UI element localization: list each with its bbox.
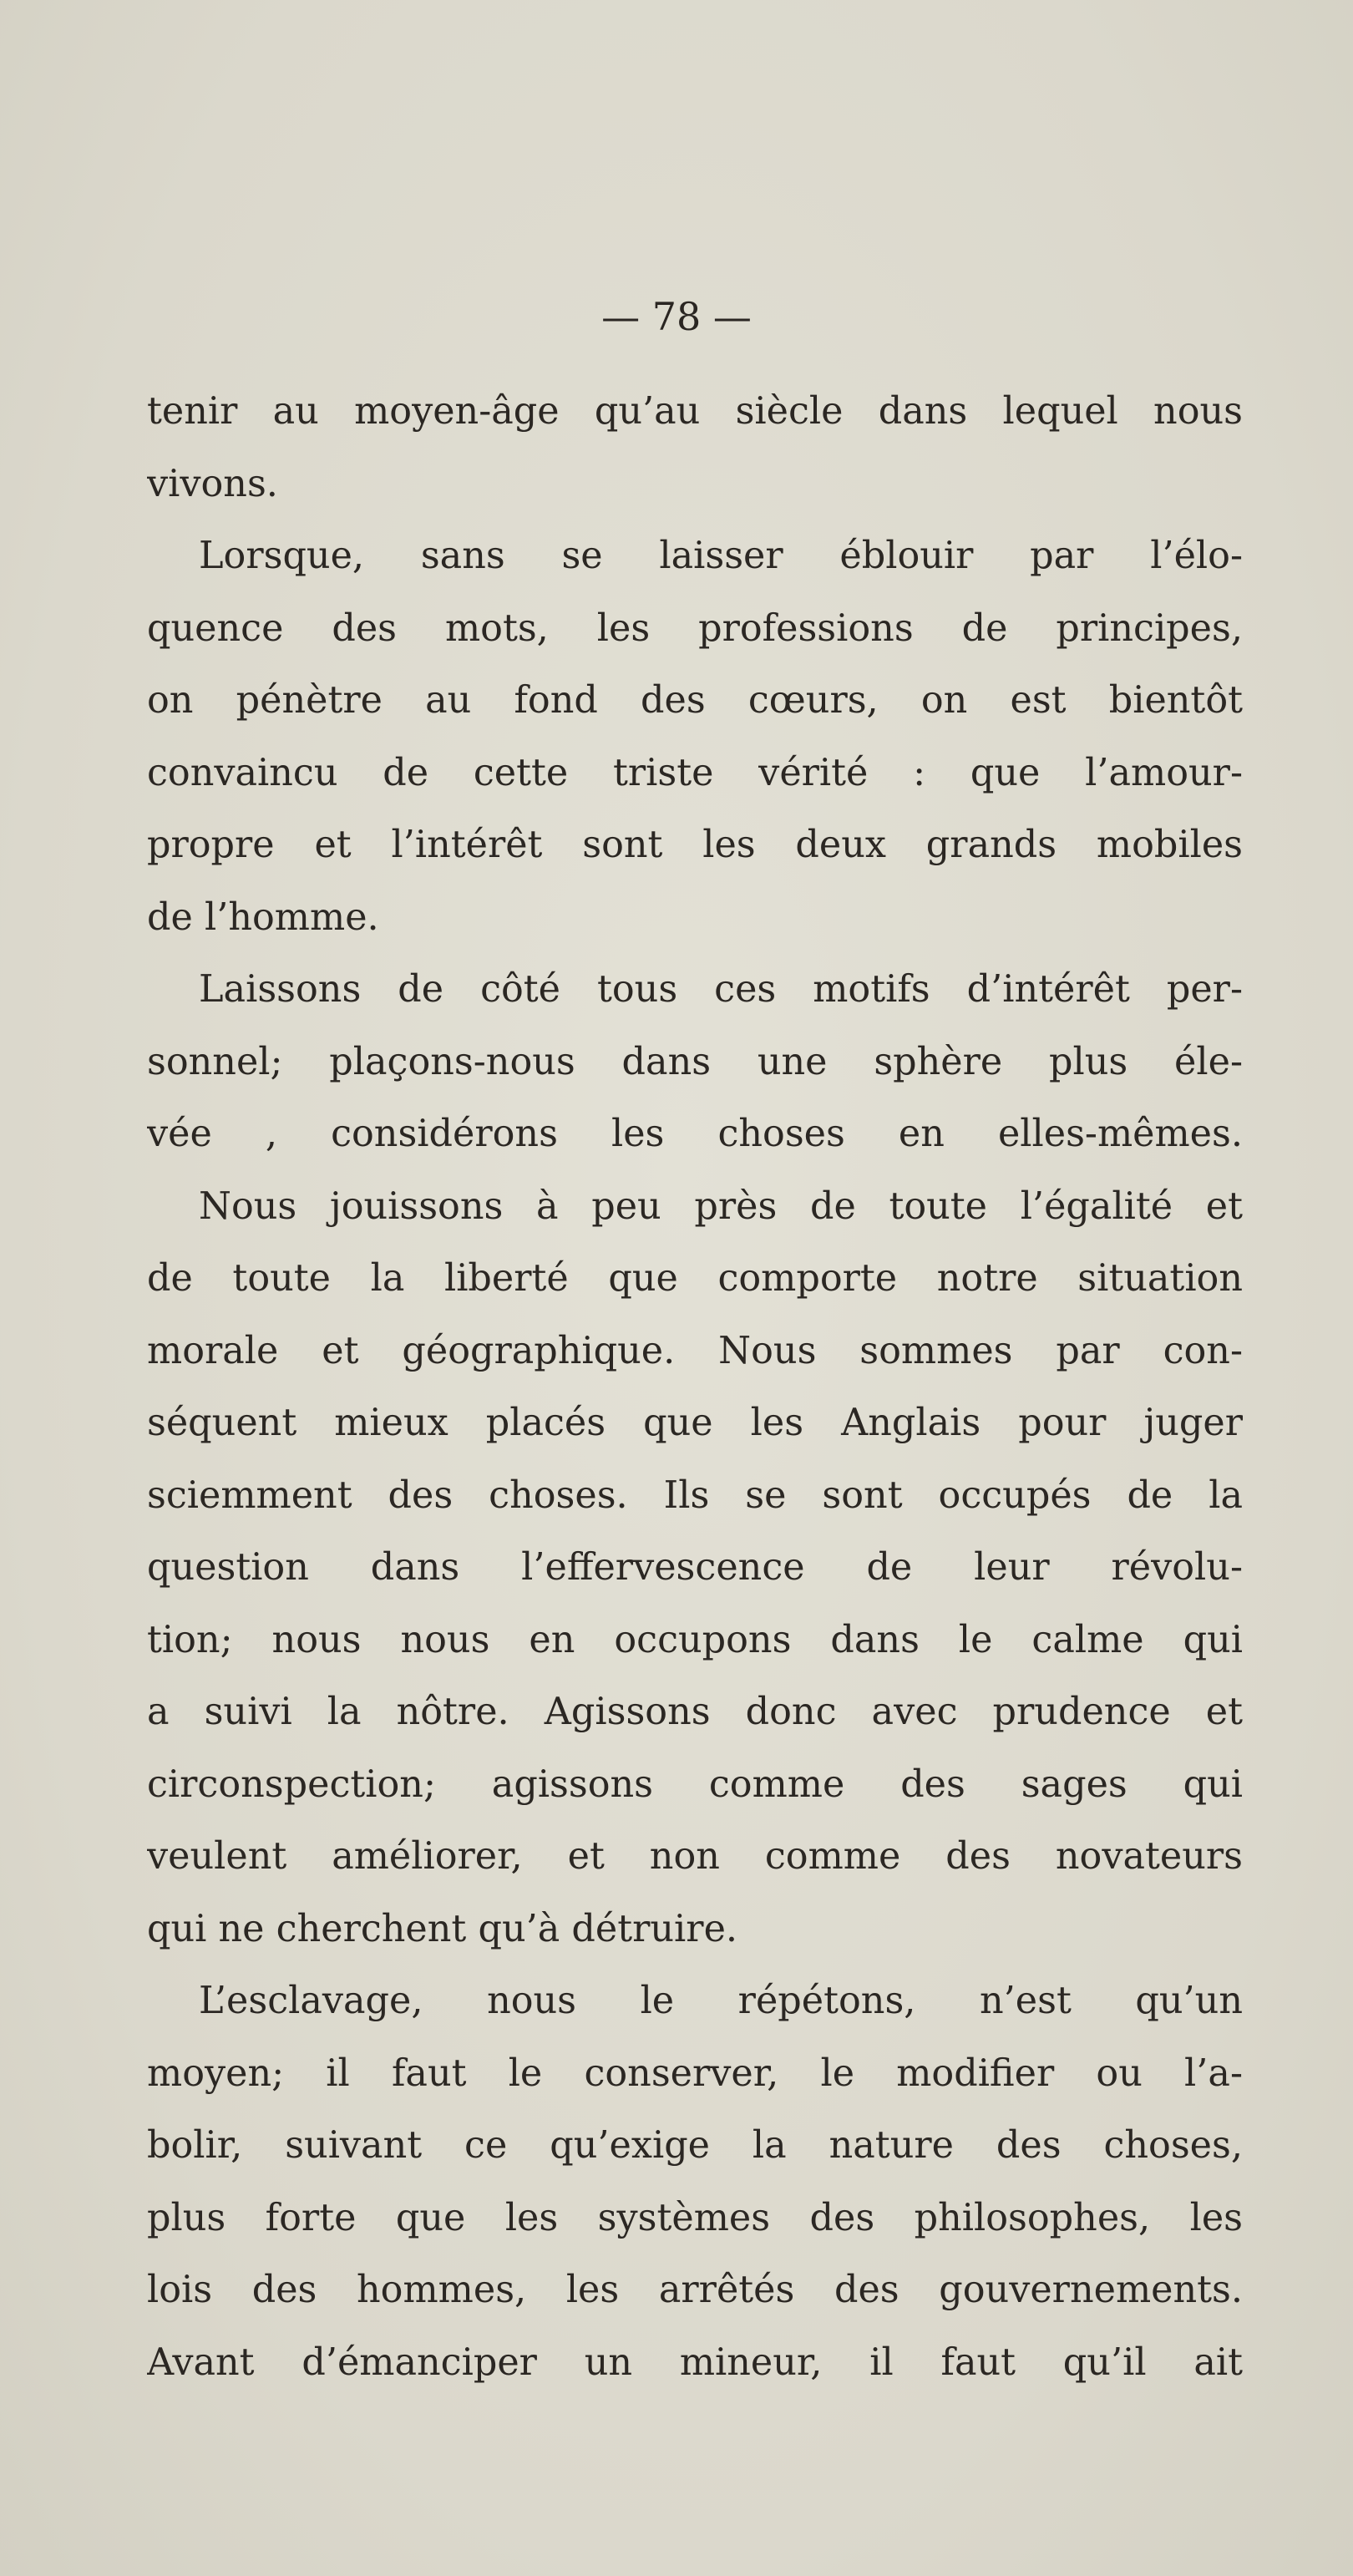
text-line: vée , considérons les choses en elles-mêmes. <box>147 1113 1243 1155</box>
text-line: propre et l’intérêt sont les deux grands mobiles <box>147 824 1243 866</box>
text-line: convaincu de cette triste vérité : que l’amour- <box>147 751 1243 794</box>
text-line: moyen; il faut le conserver, le modifier ou l’a- <box>147 2051 1243 2095</box>
text-line: Avant d’émanciper un mineur, il faut qu’il ait <box>147 2340 1243 2384</box>
body-text <box>147 376 1243 2399</box>
text-line: qui ne cherchent qu’à détruire. <box>147 1907 738 1950</box>
text-line: séquent mieux placés que les Anglais pour juger <box>147 1402 1243 1444</box>
text-line: lois des hommes, les arrêtés des gouvernements. <box>147 2269 1243 2311</box>
text-line: tenir au moyen-âge qu’au siècle dans lequel nous <box>147 390 1243 433</box>
text-line: a suivi la nôtre. Agissons donc avec prudence et <box>147 1691 1243 1733</box>
text-line: Lorsque, sans se laisser éblouir par l’élo- <box>199 535 1243 577</box>
text-line: Nous jouissons à peu près de toute l’égalité et <box>199 1184 1243 1228</box>
text-line: sciemment des choses. Ils se sont occupés de la <box>147 1473 1243 1517</box>
text-line: morale et géographique. Nous sommes par con- <box>147 1329 1243 1372</box>
text-line: vivons. <box>147 462 278 505</box>
text-line: Laissons de côté tous ces motifs d’intérêt per- <box>199 968 1243 1011</box>
text-line: tion; nous nous en occupons dans le calme qui <box>147 1618 1243 1661</box>
text-line: circonspection; agissons comme des sages qui <box>147 1762 1243 1806</box>
text-line: question dans l’effervescence de leur révolu- <box>147 1546 1243 1589</box>
text-line: de l’homme. <box>147 895 379 939</box>
page-number: — 78 — <box>601 294 752 339</box>
text-line: L’esclavage, nous le répétons, n’est qu’un <box>199 1980 1243 2022</box>
text-line: plus forte que les systèmes des philosophes, les <box>147 2196 1243 2239</box>
text-line: de toute la liberté que comporte notre situation <box>147 1257 1243 1300</box>
text-line: sonnel; plaçons-nous dans une sphère plus éle- <box>147 1040 1243 1083</box>
text-line: bolir, suivant ce qu’exige la nature des choses, <box>147 2124 1243 2167</box>
text-line: quence des mots, les professions de principes, <box>147 606 1243 650</box>
text-line: on pénètre au fond des cœurs, on est bientôt <box>147 679 1243 722</box>
text-line: veulent améliorer, et non comme des novateurs <box>147 1835 1243 1878</box>
